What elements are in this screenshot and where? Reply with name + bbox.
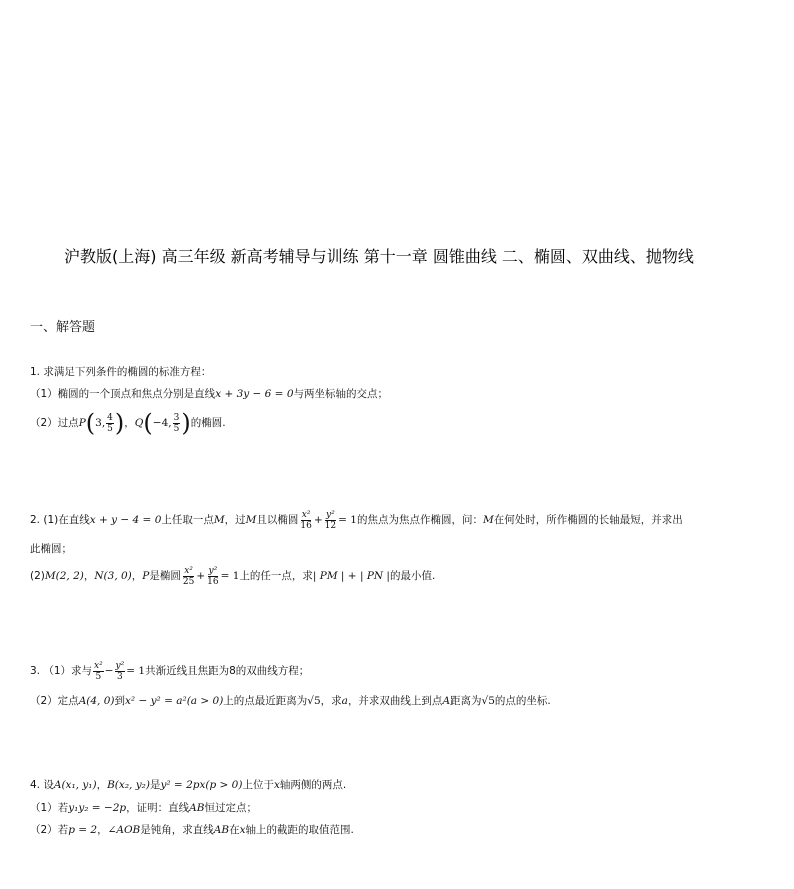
q2-frac-1 bbox=[299, 510, 312, 531]
q2-text-d: 且以椭圆 bbox=[256, 514, 299, 526]
q1-Q-fraction bbox=[173, 413, 181, 434]
q2-text-b: 上任取一点 bbox=[161, 514, 214, 526]
q4-angle: ∠AOB bbox=[107, 824, 141, 836]
q1-part-1 bbox=[30, 387, 388, 401]
q4-parabola: y² = 2px(p > 0) bbox=[160, 779, 243, 791]
q2-part-1-cont: 此椭圆； bbox=[30, 543, 72, 555]
q2-eq-tail: = 1 bbox=[338, 514, 357, 526]
q2-p2-b: 是椭圆 bbox=[149, 570, 181, 582]
q2-part-2 bbox=[30, 562, 435, 590]
q2-p2-frac-1 bbox=[182, 566, 195, 587]
q1-P-x: 3, bbox=[95, 417, 106, 429]
q3-f2-den: 3 bbox=[117, 671, 123, 682]
q3-part-1 bbox=[30, 657, 309, 685]
q1-paren-close-2: ) bbox=[181, 409, 191, 437]
q4-point-B: B(x₂, y₂) bbox=[107, 779, 150, 791]
q3-p2-e: ，并求双曲线上到点 bbox=[347, 695, 443, 707]
q2-M-3: M bbox=[482, 514, 494, 526]
q2-p2-f1-num: x² bbox=[184, 565, 193, 576]
q4-p2-c: 在 bbox=[229, 824, 240, 836]
q4-p1-cond: y₁y₂ = −2p bbox=[68, 802, 127, 814]
q4-d: 轴两侧的两点. bbox=[279, 779, 347, 791]
q3-f2-num: y² bbox=[115, 660, 125, 671]
section-heading: 一、解答题 bbox=[30, 320, 96, 335]
q2-f1-num: x² bbox=[301, 509, 311, 520]
q2-p2-eq-tail: = 1 bbox=[220, 570, 240, 582]
q1-point-P: P bbox=[78, 417, 86, 429]
q4-p1-b: ，证明：直线 bbox=[126, 802, 190, 814]
q2-p2-f1-den: 25 bbox=[182, 576, 195, 587]
q1-p1-text-b: 与两坐标轴的交点； bbox=[293, 388, 389, 400]
q4-part-1 bbox=[30, 801, 257, 815]
q3-p2-a: （2）定点 bbox=[30, 695, 79, 707]
q4-stem bbox=[30, 778, 346, 792]
q2-p2-N: N(3, 0) bbox=[94, 570, 132, 582]
q4-b: 是 bbox=[149, 779, 161, 791]
q1-P-num: 4 bbox=[107, 412, 113, 423]
q1-P-fraction bbox=[106, 413, 114, 434]
q2-part-1 bbox=[30, 506, 683, 534]
q3-minus: − bbox=[104, 665, 114, 677]
q2-f2-num: y² bbox=[326, 509, 335, 520]
q4-point-A: A(x₁, y₁) bbox=[53, 779, 97, 791]
q3-part-2 bbox=[30, 694, 551, 708]
q2-p2-P: P bbox=[142, 570, 150, 582]
q3-f1-den: 5 bbox=[95, 671, 102, 682]
q2-p2-a: (2) bbox=[30, 570, 45, 582]
q3-f1-num: x² bbox=[94, 660, 103, 671]
q4-x: x bbox=[273, 779, 280, 791]
q1-sep: ， bbox=[124, 417, 135, 429]
q4-p2-sep: ， bbox=[97, 824, 108, 836]
q2-p2-plus: + bbox=[196, 570, 206, 582]
q1-p2-text-a: （2）过点 bbox=[30, 417, 79, 429]
q4-a: 4. 设 bbox=[30, 779, 54, 791]
q1-p1-equation: x + 3y − 6 = 0 bbox=[215, 388, 294, 400]
q1-P-den: 5 bbox=[107, 423, 113, 434]
q1-stem: 1. 求满足下列条件的椭圆的标准方程： bbox=[30, 366, 212, 378]
q2-frac-2 bbox=[324, 510, 337, 531]
q2-text-e: 的焦点为焦点作椭圆，问： bbox=[356, 514, 483, 526]
q2-p2-c: 上的任一点，求 bbox=[239, 570, 313, 582]
q2-text-c: ，过 bbox=[224, 514, 246, 526]
q3-p2-f: 距离为 bbox=[450, 695, 482, 707]
q4-x-2: x bbox=[239, 824, 246, 836]
q2-text-a: 2. (1)在直线 bbox=[30, 514, 90, 526]
q3-a: 3. （1）求与 bbox=[30, 665, 93, 677]
q4-AB: AB bbox=[189, 802, 205, 814]
q2-p2-d: 的最小值. bbox=[389, 570, 436, 582]
q1-Q-num: 3 bbox=[173, 412, 180, 423]
q1-paren-open: ( bbox=[85, 409, 96, 437]
q2-line-eq: x + y − 4 = 0 bbox=[89, 514, 162, 526]
q3-A-2: A bbox=[442, 695, 451, 707]
q2-p2-f2-den: 16 bbox=[207, 576, 219, 587]
q3-a-var: a bbox=[341, 695, 348, 707]
q4-p2-d: 轴上的截距的取值范围. bbox=[245, 824, 354, 836]
q1-p1-text-a: （1）椭圆的一个顶点和焦点分别是直线 bbox=[30, 388, 216, 400]
q3-curve: x² − y² = a²(a > 0) bbox=[125, 695, 224, 707]
q3-p2-d: ，求 bbox=[320, 695, 342, 707]
q1-part-2 bbox=[30, 408, 226, 438]
q1-paren-open-2: ( bbox=[143, 409, 153, 437]
q2-f1-den: 16 bbox=[300, 520, 312, 531]
q3-sqrt-2: √5 bbox=[481, 695, 495, 707]
q3-p2-b: 到 bbox=[114, 695, 125, 707]
q4-p1-a: （1）若 bbox=[30, 802, 69, 814]
q4-p2-b: 是钝角，求直线 bbox=[140, 824, 214, 836]
q2-M-2: M bbox=[245, 514, 257, 526]
q4-p1-c: 恒过定点； bbox=[204, 802, 257, 814]
q1-point-Q: Q bbox=[134, 417, 144, 429]
q2-p2-sep: ， bbox=[83, 570, 95, 582]
q2-plus: + bbox=[313, 514, 323, 526]
q3-frac-2 bbox=[115, 661, 126, 682]
q4-sep: ， bbox=[96, 779, 108, 791]
document-title: 沪教版(上海) 高三年级 新高考辅导与训练 第十一章 圆锥曲线 二、椭圆、双曲线、抛物线 bbox=[64, 247, 694, 266]
q3-sqrt: √5 bbox=[307, 695, 321, 707]
q3-p2-c: 上的点最近距离为 bbox=[223, 695, 308, 707]
q4-c: 上位于 bbox=[242, 779, 274, 791]
q1-paren-close: ) bbox=[114, 409, 125, 437]
q4-p2-a: （2）若 bbox=[30, 824, 69, 836]
q1-Q-den: 5 bbox=[173, 423, 180, 434]
q1-p2-text-b: 的椭圆. bbox=[190, 417, 226, 429]
q3-frac-1 bbox=[93, 661, 104, 682]
q2-p2-M: M(2, 2) bbox=[44, 570, 84, 582]
q2-p2-f2-num: y² bbox=[208, 565, 218, 576]
q2-p2-sep2: ， bbox=[131, 570, 143, 582]
q2-M: M bbox=[213, 514, 225, 526]
q2-text-f: 在何处时，所作椭圆的长轴最短，并求出 bbox=[493, 514, 683, 526]
q1-Q-x: −4, bbox=[152, 417, 172, 429]
q2-p2-expr: | PM | + | PN | bbox=[312, 570, 390, 582]
q2-f2-den: 12 bbox=[324, 520, 337, 531]
q4-part-2 bbox=[30, 823, 354, 837]
q4-p2-cond: p = 2 bbox=[68, 824, 98, 836]
q3-b: 共渐近线且焦距为8的双曲线方程； bbox=[145, 665, 310, 677]
q3-p2-g: 的点的坐标. bbox=[494, 695, 551, 707]
q3-eq-tail: = 1 bbox=[126, 665, 146, 677]
q4-AB-2: AB bbox=[213, 824, 230, 836]
q3-point-A: A(4, 0) bbox=[78, 695, 115, 707]
q2-p2-frac-2 bbox=[206, 566, 219, 587]
